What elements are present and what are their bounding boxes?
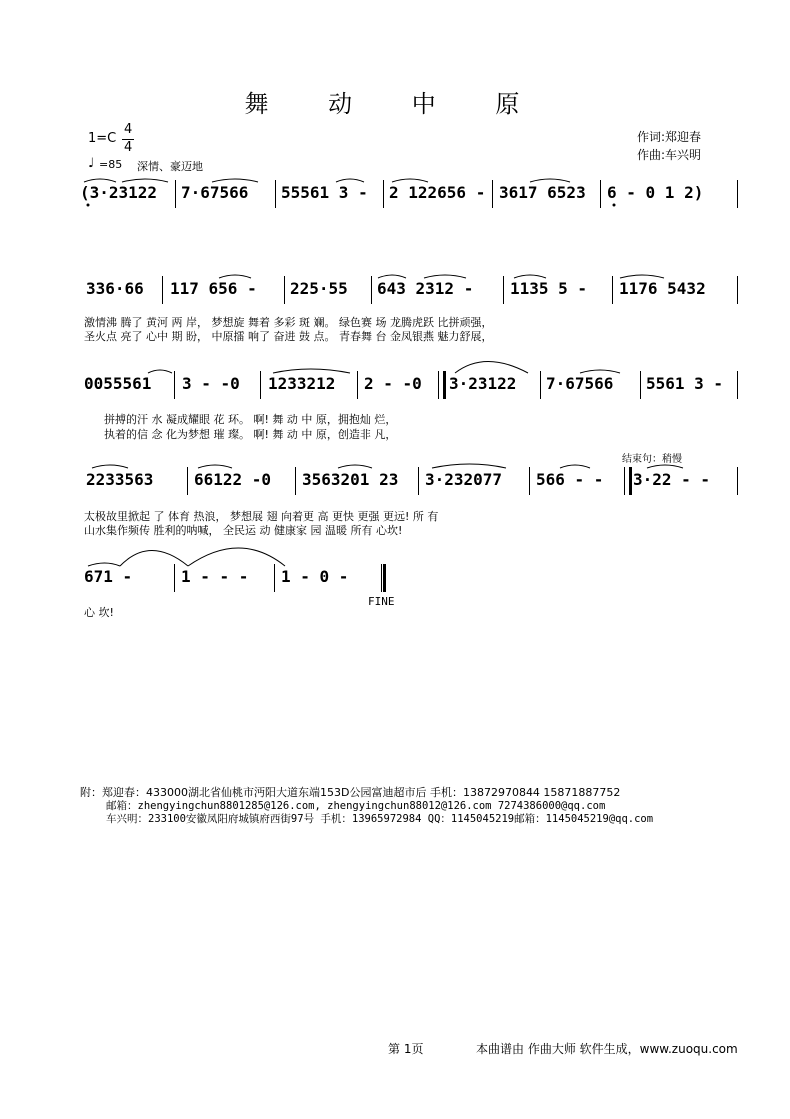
tempo: =85 xyxy=(99,158,123,171)
measure: 566 - - xyxy=(536,470,604,489)
measure: 1135 5 - xyxy=(510,279,588,298)
meter-top: 4 xyxy=(124,122,133,137)
measure: 1233212 xyxy=(268,374,336,393)
measure: 0055561 xyxy=(84,374,152,393)
lyrics-verse-1: 太极故里掀起 了 体育 热浪， 梦想展 翅 向着更 高 更快 更强 更远! 所 有 xyxy=(84,510,439,523)
measure: 671 - xyxy=(84,567,133,586)
measure: 2 122656 - xyxy=(389,183,486,202)
lyrics-verse-1: 拼搏的汗 水 凝成耀眼 花 环。 啊! 舞 动 中 原，拥抱灿 烂， xyxy=(104,413,397,426)
measure: 1176 5432 xyxy=(619,279,706,298)
measure: 643 2312 - xyxy=(377,279,474,298)
measure: 3·22 - - xyxy=(633,470,711,489)
measure: 66122 -0 xyxy=(194,470,272,489)
lyrics-verse-2: 执着的信 念 化为梦想 璀 璨。 啊! 舞 动 中 原，创造非 凡， xyxy=(104,428,397,441)
footer-contact-2: 车兴明：233100安徽凤阳府城镇府西街97号 手机：13965972984 QQ：1145045219邮箱：1145045219@qq.com xyxy=(106,813,654,825)
measure: 3617 6523 xyxy=(499,183,586,202)
measure: 225·55 xyxy=(290,279,348,298)
generator-credit: 本曲谱由 作曲大师 软件生成，www.zuoqu.com xyxy=(476,1042,738,1056)
quarter-note-icon: ♩ xyxy=(88,156,95,171)
ending-mark: 结束句：稍慢 xyxy=(622,454,682,465)
measure: 1 - 0 - xyxy=(281,567,349,586)
measure: 2 - -0 xyxy=(364,374,422,393)
song-title: 舞 动 中 原 xyxy=(244,90,546,118)
measure: 1 - - - xyxy=(181,567,249,586)
measure: 3563201 23 xyxy=(302,470,399,489)
lyrics-verse-1: 心 坎! xyxy=(84,606,114,619)
measure: 117 656 - xyxy=(170,279,257,298)
footer-contact-1: 附：郑迎春：433000湖北省仙桃市沔阳大道东端153D公园富迪超市后 手机：13872970844 15871887752 xyxy=(80,786,621,799)
footer-email: 邮箱：zhengyingchun8801285@126.com, zhengyingchun88012@126.com 7274386000@qq.com xyxy=(106,800,606,812)
expression-mark: 深情、豪迈地 xyxy=(137,160,203,173)
key-signature: 1=C xyxy=(88,131,117,146)
meter-bottom: 4 xyxy=(124,140,133,155)
measure: 7·67566 xyxy=(181,183,249,202)
lyrics-verse-2: 圣火点 亮了 心中 期 盼， 中原擂 响了 奋进 鼓 点。 青春舞 台 金凤银燕 魅力舒展， xyxy=(84,330,493,343)
measure: 2233563 xyxy=(86,470,154,489)
measure: 7·67566 xyxy=(546,374,614,393)
measure: 336·66 xyxy=(86,279,144,298)
lyrics-verse-2: 山水集作频传 胜利的呐喊， 全民运 动 健康家 园 温暖 所有 心坎! xyxy=(84,524,403,537)
measure: 3·23122 xyxy=(449,374,517,393)
measure: 5561 3 - xyxy=(646,374,724,393)
composer: 作曲:车兴明 xyxy=(637,148,702,162)
measure: 3 - -0 xyxy=(182,374,240,393)
lyrics-verse-1: 激情沸 腾了 黄河 两 岸， 梦想旋 舞着 多彩 斑 斓。 绿色赛 场 龙腾虎跃 比拼顽强， xyxy=(84,316,493,329)
measure: 55561 3 - xyxy=(281,183,368,202)
page-number: 第 1页 xyxy=(388,1042,424,1056)
measure: 6 - 0 1 2) xyxy=(607,183,704,202)
measure: (3·23122 xyxy=(80,183,158,202)
fine-mark: FINE xyxy=(368,595,395,608)
lyricist: 作词:郑迎春 xyxy=(637,130,702,144)
measure: 3·232077 xyxy=(425,470,503,489)
